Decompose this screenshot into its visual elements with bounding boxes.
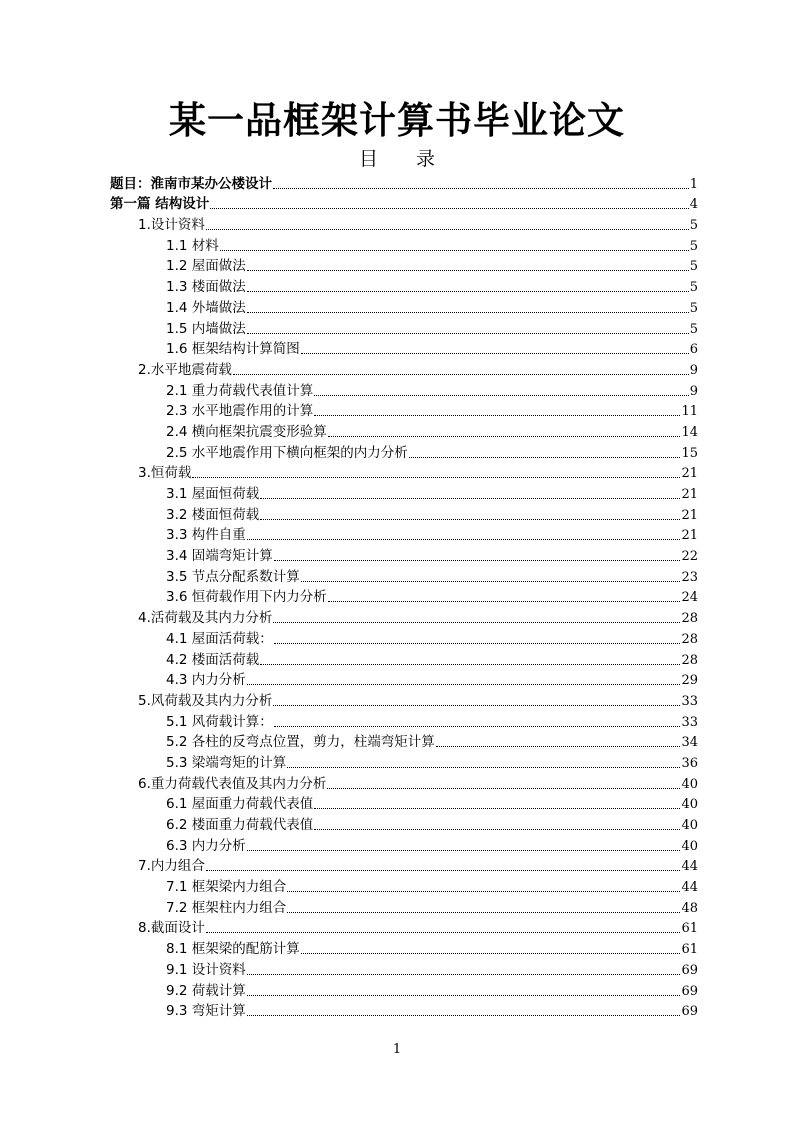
toc-leader-dots (314, 415, 680, 416)
toc-entry-page: 34 (681, 735, 698, 751)
toc-heading-char-2: 录 (416, 148, 436, 170)
toc-leader-dots (260, 664, 680, 665)
toc-entry-page: 5 (689, 259, 698, 275)
toc-heading-char-1: 目 (358, 148, 378, 170)
toc-entry[interactable] (110, 379, 698, 400)
toc-entry-page: 6 (689, 342, 698, 358)
toc-entry-page: 5 (689, 321, 698, 337)
toc-entry-label: 9.3 弯矩计算 (166, 1003, 246, 1020)
toc-entry[interactable] (110, 275, 698, 296)
toc-entry[interactable] (110, 193, 698, 214)
toc-entry-page: 40 (681, 838, 698, 854)
toc-entry-label: 1.设计资料 (138, 217, 205, 234)
table-of-contents (110, 172, 698, 1020)
toc-entry[interactable] (110, 772, 698, 793)
toc-entry-page: 21 (681, 507, 698, 523)
toc-entry-label: 3.2 楼面恒荷载 (166, 506, 260, 523)
toc-entry[interactable] (110, 420, 698, 441)
toc-entry-label: 6.重力荷载代表值及其内力分析 (138, 775, 327, 792)
toc-entry[interactable] (110, 338, 698, 359)
toc-entry[interactable] (110, 503, 698, 524)
toc-leader-dots (314, 829, 680, 830)
toc-entry[interactable] (110, 524, 698, 545)
toc-entry[interactable] (110, 669, 698, 690)
toc-entry-page: 11 (681, 404, 698, 420)
toc-entry-label: 2.1 重力荷载代表值计算 (166, 382, 314, 399)
toc-entry[interactable] (110, 958, 698, 979)
toc-entry-page: 5 (689, 280, 698, 296)
toc-entry-label: 9.2 荷载计算 (166, 982, 246, 999)
toc-entry-page: 4 (689, 197, 698, 213)
toc-leader-dots (210, 208, 689, 209)
toc-entry-page: 1 (689, 176, 698, 192)
toc-entry[interactable] (110, 834, 698, 855)
toc-entry[interactable] (110, 358, 698, 379)
toc-entry[interactable] (110, 586, 698, 607)
toc-entry[interactable] (110, 462, 698, 483)
toc-entry[interactable] (110, 731, 698, 752)
toc-entry[interactable] (110, 172, 698, 193)
toc-entry-page: 21 (681, 487, 698, 502)
toc-entry-page: 28 (681, 611, 698, 627)
toc-entry-page: 69 (681, 1004, 698, 1020)
toc-entry[interactable] (110, 875, 698, 896)
toc-entry-label: 1.3 楼面做法 (166, 279, 246, 296)
toc-entry-page: 61 (681, 921, 698, 937)
toc-leader-dots (206, 229, 689, 230)
toc-entry-label: 3.3 构件自重 (166, 527, 246, 544)
toc-entry-label: 2.水平地震荷载 (138, 361, 232, 378)
toc-leader-dots (260, 519, 680, 520)
toc-entry[interactable] (110, 255, 698, 276)
toc-entry[interactable] (110, 213, 698, 234)
toc-entry[interactable] (110, 627, 698, 648)
toc-entry-label: 6.3 内力分析 (166, 837, 246, 854)
toc-entry-label: 1.2 屋面做法 (166, 258, 246, 275)
toc-entry-label: 1.1 材料 (166, 237, 219, 254)
toc-entry[interactable] (110, 400, 698, 421)
toc-entry-label: 7.内力组合 (138, 858, 205, 875)
toc-entry-label: 4.2 楼面活荷载 (166, 651, 260, 668)
toc-leader-dots (247, 974, 681, 975)
toc-entry-label: 3.1 屋面恒荷载 (166, 486, 260, 502)
toc-entry-page: 69 (681, 962, 698, 978)
toc-entry-label: 4.1 屋面活荷载： (166, 630, 273, 647)
toc-entry-label: 5.2 各柱的反弯点位置，剪力，柱端弯矩计算 (166, 734, 435, 751)
document-title: 某一品框架计算书毕业论文 (169, 99, 625, 142)
toc-entry-page: 14 (681, 424, 698, 440)
toc-leader-dots (274, 726, 681, 727)
toc-entry[interactable] (110, 979, 698, 1000)
toc-leader-dots (274, 560, 681, 561)
toc-entry-label: 4.活荷载及其内力分析 (138, 610, 273, 627)
toc-entry-page: 36 (681, 755, 698, 771)
toc-leader-dots (247, 333, 689, 334)
toc-entry-page: 40 (681, 797, 698, 813)
toc-entry-page: 22 (681, 549, 698, 565)
toc-leader-dots (327, 788, 680, 789)
toc-leader-dots (301, 953, 681, 954)
toc-leader-dots (287, 891, 680, 892)
toc-entry-label: 9.1 设计资料 (166, 961, 246, 978)
toc-leader-dots (206, 932, 681, 933)
toc-leader-dots (328, 601, 681, 602)
toc-entry-label: 3.6 恒荷载作用下内力分析 (166, 589, 327, 606)
toc-entry[interactable] (110, 896, 698, 917)
toc-entry-label: 2.3 水平地震作用的计算 (166, 403, 314, 420)
toc-entry-page: 9 (689, 383, 698, 399)
toc-leader-dots (247, 1015, 681, 1016)
toc-leader-dots (273, 188, 689, 189)
toc-leader-dots (247, 270, 689, 271)
toc-entry-page: 28 (681, 631, 698, 647)
toc-entry[interactable] (110, 296, 698, 317)
toc-entry-page: 33 (681, 714, 698, 730)
toc-entry[interactable] (110, 565, 698, 586)
toc-entry-label: 4.3 内力分析 (166, 672, 246, 689)
toc-entry-page: 61 (681, 942, 698, 958)
toc-leader-dots (260, 498, 680, 499)
toc-entry[interactable] (110, 317, 698, 338)
toc-entry[interactable] (110, 1000, 698, 1021)
toc-leader-dots (287, 767, 680, 768)
toc-entry[interactable] (110, 917, 698, 938)
toc-entry[interactable] (110, 937, 698, 958)
toc-entry-label: 1.4 外墙做法 (166, 299, 246, 316)
toc-leader-dots (233, 374, 689, 375)
toc-entry-page: 21 (681, 466, 698, 482)
toc-entry[interactable] (110, 813, 698, 834)
toc-leader-dots (301, 353, 689, 354)
toc-leader-dots (328, 436, 681, 437)
toc-entry-label: 3.5 节点分配系数计算 (166, 568, 300, 585)
toc-entry-label: 7.2 框架柱内力组合 (166, 899, 287, 916)
toc-entry-label: 6.1 屋面重力荷载代表值 (166, 796, 314, 813)
toc-entry-label: 第一篇 结构设计 (110, 196, 210, 213)
toc-entry-page: 28 (681, 652, 698, 668)
toc-entry-page: 44 (681, 859, 698, 875)
toc-entry-label: 8.截面设计 (138, 920, 205, 937)
toc-leader-dots (247, 995, 681, 996)
toc-entry-page: 9 (689, 362, 698, 378)
toc-entry-label: 题目：淮南市某办公楼设计 (110, 175, 272, 192)
toc-entry-page: 29 (681, 673, 698, 689)
toc-entry[interactable] (110, 793, 698, 814)
toc-entry-page: 5 (689, 300, 698, 316)
toc-leader-dots (273, 622, 680, 623)
toc-entry-page: 40 (681, 818, 698, 833)
toc-entry[interactable] (110, 648, 698, 669)
toc-entry-label: 3.4 固端弯矩计算 (166, 548, 273, 565)
toc-entry[interactable] (110, 482, 698, 503)
toc-leader-dots (409, 457, 681, 458)
toc-entry-label: 1.6 框架结构计算简图 (166, 341, 300, 358)
toc-leader-dots (314, 395, 688, 396)
toc-entry-label: 8.1 框架梁的配筋计算 (166, 941, 300, 958)
toc-entry[interactable] (110, 544, 698, 565)
toc-leader-dots (220, 250, 689, 251)
toc-leader-dots (287, 912, 680, 913)
toc-entry-page: 5 (689, 218, 698, 234)
toc-entry-page: 24 (681, 590, 698, 606)
toc-leader-dots (247, 539, 681, 540)
toc-entry-page: 5 (689, 238, 698, 254)
toc-leader-dots (247, 312, 689, 313)
toc-entry[interactable] (110, 710, 698, 731)
toc-entry-page: 23 (681, 569, 698, 585)
toc-leader-dots (274, 643, 681, 644)
page-number: 1 (392, 1042, 402, 1057)
toc-entry-page: 21 (681, 528, 698, 544)
toc-entry-label: 1.5 内墙做法 (166, 320, 246, 337)
toc-entry[interactable] (110, 234, 698, 255)
toc-entry-page: 40 (681, 776, 698, 792)
toc-entry[interactable] (110, 855, 698, 876)
toc-entry-label: 6.2 楼面重力荷载代表值 (166, 817, 314, 833)
toc-entry-label: 5.3 梁端弯矩的计算 (166, 754, 287, 771)
toc-leader-dots (247, 684, 681, 685)
toc-leader-dots (206, 870, 681, 871)
toc-leader-dots (436, 746, 681, 747)
toc-leader-dots (314, 808, 680, 809)
toc-entry[interactable] (110, 689, 698, 710)
toc-entry[interactable] (110, 751, 698, 772)
toc-entry-label: 5.1 风荷载计算： (166, 713, 273, 730)
toc-entry-page: 15 (681, 445, 698, 461)
toc-entry-label: 5.风荷载及其内力分析 (138, 692, 273, 709)
toc-entry-label: 3.恒荷载 (138, 465, 192, 482)
toc-entry-page: 44 (681, 880, 698, 896)
toc-entry-label: 2.5 水平地震作用下横向框架的内力分析 (166, 444, 408, 461)
toc-entry[interactable] (110, 441, 698, 462)
toc-leader-dots (301, 581, 681, 582)
toc-leader-dots (247, 291, 689, 292)
toc-entry-page: 69 (681, 983, 698, 999)
toc-entry-label: 7.1 框架梁内力组合 (166, 879, 287, 896)
toc-heading (0, 146, 794, 172)
toc-entry-page: 33 (681, 693, 698, 709)
toc-entry-label: 2.4 横向框架抗震变形验算 (166, 423, 327, 440)
toc-entry[interactable] (110, 606, 698, 627)
toc-leader-dots (273, 705, 680, 706)
toc-entry-page: 48 (681, 900, 698, 916)
toc-leader-dots (247, 850, 681, 851)
toc-leader-dots (192, 477, 680, 478)
